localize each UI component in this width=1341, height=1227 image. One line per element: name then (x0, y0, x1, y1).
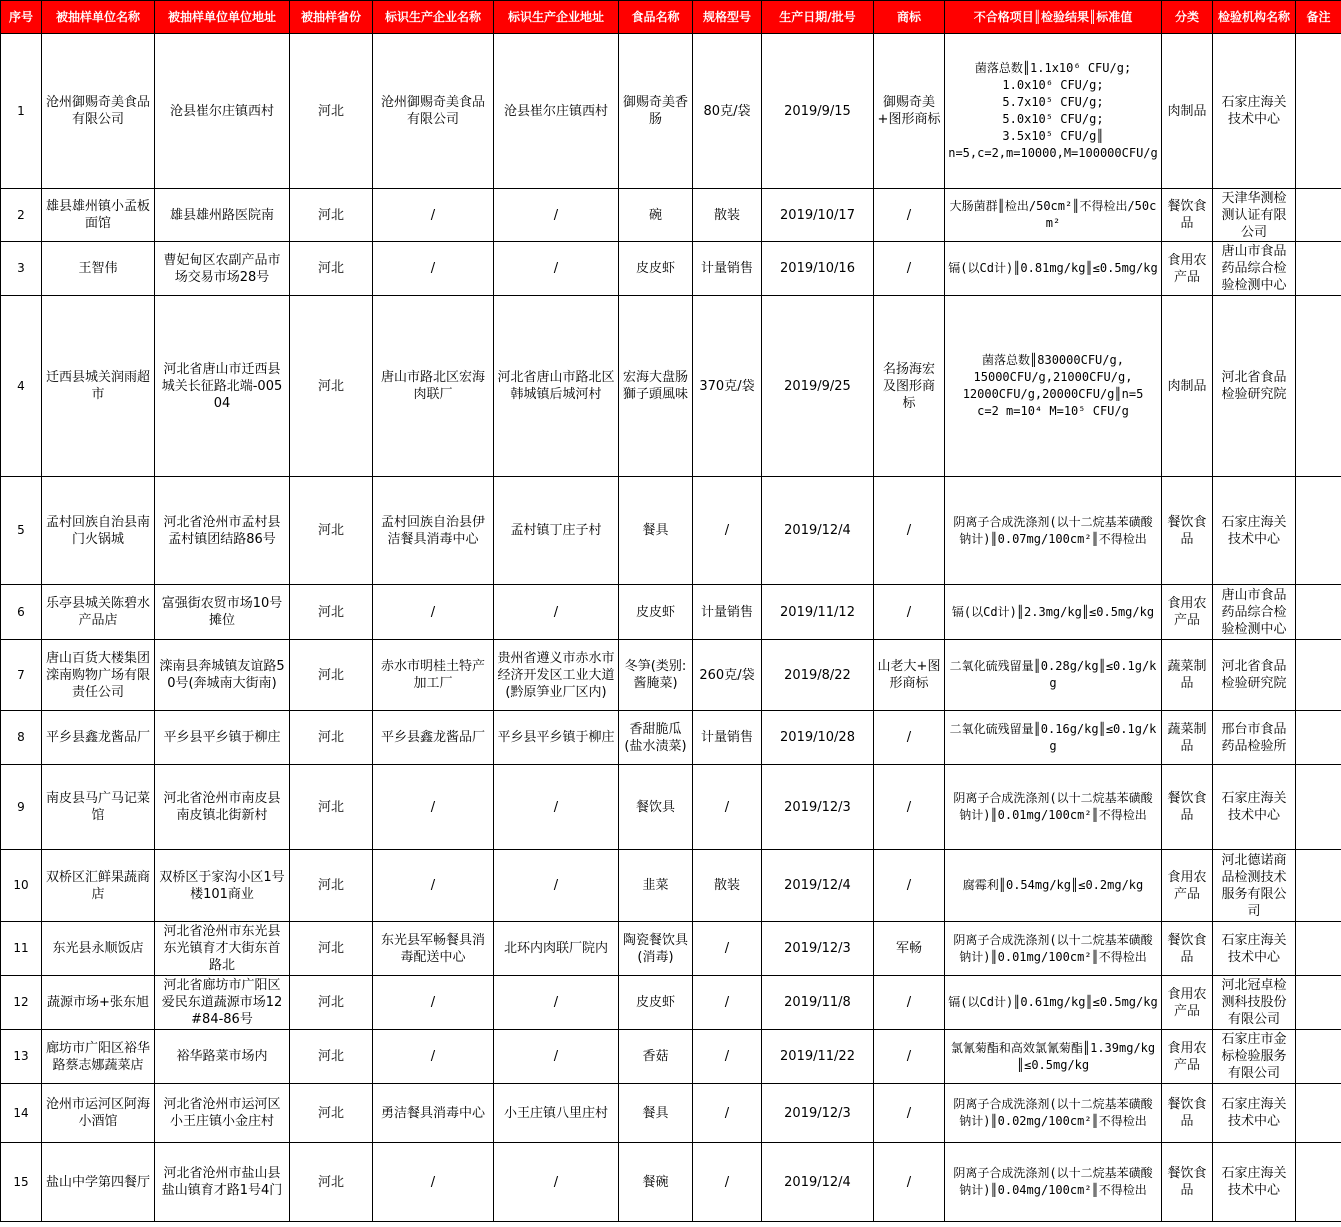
cell-spec: / (693, 1084, 762, 1143)
cell-row-no: 14 (1, 1084, 42, 1143)
cell-remarks (1296, 765, 1341, 850)
cell-spec: 散装 (693, 850, 762, 922)
cell-date-batch: 2019/11/8 (762, 976, 874, 1030)
cell-trademark: 御赐奇美+图形商标 (874, 34, 945, 189)
cell-producer-name: 勇洁餐具消毒中心 (373, 1084, 494, 1143)
cell-unit-address: 沧县崔尔庄镇西村 (155, 34, 290, 189)
cell-row-no: 12 (1, 976, 42, 1030)
cell-date-batch: 2019/12/3 (762, 1084, 874, 1143)
cell-remarks (1296, 34, 1341, 189)
cell-food-name: 御赐奇美香肠 (619, 34, 693, 189)
table-row (1, 242, 1341, 296)
cell-category: 餐饮食品 (1162, 477, 1213, 585)
cell-failed-item-result: 腐霉利║0.54mg/kg║≤0.2mg/kg (945, 850, 1162, 922)
cell-inspection-agency: 唐山市食品药品综合检验检测中心 (1213, 242, 1296, 296)
cell-spec: / (693, 1143, 762, 1222)
table-row (1, 1084, 1341, 1143)
cell-unit-name: 唐山百货大楼集团滦南购物广场有限责任公司 (42, 640, 155, 711)
cell-producer-name: / (373, 765, 494, 850)
cell-unit-name: 南皮县马广马记菜馆 (42, 765, 155, 850)
table-row (1, 585, 1341, 640)
cell-remarks (1296, 585, 1341, 640)
cell-inspection-agency: 石家庄海关技术中心 (1213, 765, 1296, 850)
cell-trademark: / (874, 189, 945, 242)
cell-spec: / (693, 922, 762, 976)
cell-spec: / (693, 1030, 762, 1084)
header-failed-item: 不合格项目║检验结果║标准值 (945, 1, 1162, 34)
cell-spec: 散装 (693, 189, 762, 242)
cell-unit-address: 河北省沧州市南皮县南皮镇北街新村 (155, 765, 290, 850)
table-row (1, 765, 1341, 850)
cell-producer-address: 北环内肉联厂院内 (494, 922, 619, 976)
header-date-batch: 生产日期/批号 (762, 1, 874, 34)
cell-spec: 370克/袋 (693, 296, 762, 477)
cell-unit-address: 河北省沧州市东光县东光镇育才大街东首路北 (155, 922, 290, 976)
cell-remarks (1296, 922, 1341, 976)
header-category: 分类 (1162, 1, 1213, 34)
table-row (1, 976, 1341, 1030)
cell-province: 河北 (290, 1084, 373, 1143)
cell-row-no: 4 (1, 296, 42, 477)
cell-remarks (1296, 242, 1341, 296)
cell-date-batch: 2019/10/17 (762, 189, 874, 242)
cell-unit-address: 雄县雄州路医院南 (155, 189, 290, 242)
cell-inspection-agency: 邢台市食品药品检验所 (1213, 711, 1296, 765)
cell-food-name: 香菇 (619, 1030, 693, 1084)
cell-unit-name: 沧州市运河区阿海小酒馆 (42, 1084, 155, 1143)
cell-province: 河北 (290, 1030, 373, 1084)
cell-category: 蔬菜制品 (1162, 711, 1213, 765)
header-food-name: 食品名称 (619, 1, 693, 34)
cell-trademark: / (874, 242, 945, 296)
cell-province: 河北 (290, 585, 373, 640)
cell-failed-item-result: 阴离子合成洗涤剂(以十二烷基苯磺酸钠计)║0.07mg/100cm²║不得检出 (945, 477, 1162, 585)
cell-producer-address: 河北省唐山市路北区韩城镇后城河村 (494, 296, 619, 477)
cell-food-name: 韭菜 (619, 850, 693, 922)
cell-date-batch: 2019/10/28 (762, 711, 874, 765)
table-body (1, 34, 1341, 1222)
cell-unit-address: 河北省沧州市孟村县孟村镇团结路86号 (155, 477, 290, 585)
cell-producer-name: 平乡县鑫龙酱品厂 (373, 711, 494, 765)
cell-failed-item-result: 阴离子合成洗涤剂(以十二烷基苯磺酸钠计)║0.02mg/100cm²║不得检出 (945, 1084, 1162, 1143)
cell-date-batch: 2019/9/25 (762, 296, 874, 477)
cell-province: 河北 (290, 296, 373, 477)
header-inspection-agency: 检验机构名称 (1213, 1, 1296, 34)
cell-unit-address: 滦南县奔城镇友谊路50号(奔城南大街南) (155, 640, 290, 711)
cell-unit-name: 迁西县城关润雨超市 (42, 296, 155, 477)
cell-trademark: / (874, 976, 945, 1030)
cell-province: 河北 (290, 765, 373, 850)
cell-unit-name: 盐山中学第四餐厅 (42, 1143, 155, 1222)
cell-row-no: 13 (1, 1030, 42, 1084)
cell-date-batch: 2019/10/16 (762, 242, 874, 296)
header-remarks: 备注 (1296, 1, 1341, 34)
cell-category: 餐饮食品 (1162, 922, 1213, 976)
cell-unit-address: 河北省廊坊市广阳区爱民东道蔬源市场12#84-86号 (155, 976, 290, 1030)
cell-trademark: 名扬海宏及图形商标 (874, 296, 945, 477)
cell-province: 河北 (290, 477, 373, 585)
table-row (1, 922, 1341, 976)
cell-remarks (1296, 850, 1341, 922)
cell-food-name: 餐具 (619, 477, 693, 585)
cell-spec: 80克/袋 (693, 34, 762, 189)
cell-row-no: 7 (1, 640, 42, 711)
cell-spec: 计量销售 (693, 711, 762, 765)
cell-inspection-agency: 唐山市食品药品综合检验检测中心 (1213, 585, 1296, 640)
cell-producer-address: / (494, 242, 619, 296)
cell-remarks (1296, 296, 1341, 477)
cell-date-batch: 2019/12/4 (762, 477, 874, 585)
cell-unit-name: 平乡县鑫龙酱品厂 (42, 711, 155, 765)
cell-trademark: 军畅 (874, 922, 945, 976)
cell-category: 蔬菜制品 (1162, 640, 1213, 711)
cell-province: 河北 (290, 850, 373, 922)
cell-unit-name: 东光县永顺饭店 (42, 922, 155, 976)
cell-province: 河北 (290, 1143, 373, 1222)
cell-food-name: 餐具 (619, 1084, 693, 1143)
header-no: 序号 (1, 1, 42, 34)
cell-producer-address: / (494, 1143, 619, 1222)
cell-producer-name: / (373, 976, 494, 1030)
cell-spec: / (693, 976, 762, 1030)
cell-category: 餐饮食品 (1162, 189, 1213, 242)
header-producer-address: 标识生产企业地址 (494, 1, 619, 34)
cell-food-name: 皮皮虾 (619, 585, 693, 640)
cell-row-no: 3 (1, 242, 42, 296)
cell-category: 食用农产品 (1162, 850, 1213, 922)
cell-unit-address: 河北省沧州市盐山县盐山镇育才路1号4门 (155, 1143, 290, 1222)
cell-failed-item-result: 镉(以Cd计)║0.61mg/kg║≤0.5mg/kg (945, 976, 1162, 1030)
cell-producer-address: 小王庄镇八里庄村 (494, 1084, 619, 1143)
cell-producer-name: / (373, 1143, 494, 1222)
cell-failed-item-result: 阴离子合成洗涤剂(以十二烷基苯磺酸钠计)║0.01mg/100cm²║不得检出 (945, 922, 1162, 976)
cell-category: 食用农产品 (1162, 976, 1213, 1030)
cell-unit-address: 裕华路菜市场内 (155, 1030, 290, 1084)
cell-failed-item-result: 二氧化硫残留量║0.16g/kg║≤0.1g/kg (945, 711, 1162, 765)
header-row (1, 1, 1341, 34)
cell-failed-item-result: 氯氰菊酯和高效氯氰菊酯║1.39mg/kg║≤0.5mg/kg (945, 1030, 1162, 1084)
cell-inspection-agency: 石家庄海关技术中心 (1213, 922, 1296, 976)
cell-spec: / (693, 477, 762, 585)
cell-row-no: 2 (1, 189, 42, 242)
table-row (1, 296, 1341, 477)
cell-trademark: / (874, 1084, 945, 1143)
cell-date-batch: 2019/9/15 (762, 34, 874, 189)
cell-unit-name: 雄县雄州镇小孟板面馆 (42, 189, 155, 242)
cell-date-batch: 2019/12/3 (762, 765, 874, 850)
cell-spec: 260克/袋 (693, 640, 762, 711)
cell-unit-address: 河北省唐山市迁西县城关长征路北端-00504 (155, 296, 290, 477)
header-producer-name: 标识生产企业名称 (373, 1, 494, 34)
header-trademark: 商标 (874, 1, 945, 34)
cell-remarks (1296, 976, 1341, 1030)
cell-unit-address: 双桥区于家沟小区1号楼101商业 (155, 850, 290, 922)
cell-unit-name: 双桥区汇鲜果蔬商店 (42, 850, 155, 922)
cell-province: 河北 (290, 640, 373, 711)
cell-inspection-agency: 天津华测检测认证有限公司 (1213, 189, 1296, 242)
cell-date-batch: 2019/12/4 (762, 1143, 874, 1222)
cell-unit-name: 蔬源市场+张东旭 (42, 976, 155, 1030)
cell-date-batch: 2019/11/12 (762, 585, 874, 640)
cell-trademark: / (874, 765, 945, 850)
cell-failed-item-result: 菌落总数║1.1x10⁶ CFU/g; 1.0x10⁶ CFU/g; 5.7x10⁵ CFU/g; 5.0x10⁵ CFU/g; 3.5x10⁵ CFU/g║ n=5,c=2,m=10000,M=100000CFU/g (945, 34, 1162, 189)
cell-remarks (1296, 711, 1341, 765)
table-row (1, 850, 1341, 922)
header-spec: 规格型号 (693, 1, 762, 34)
cell-producer-name: 东光县军畅餐具消毒配送中心 (373, 922, 494, 976)
cell-unit-name: 沧州御赐奇美食品有限公司 (42, 34, 155, 189)
cell-spec: 计量销售 (693, 242, 762, 296)
cell-category: 餐饮食品 (1162, 765, 1213, 850)
cell-failed-item-result: 镉(以Cd计)║0.81mg/kg║≤0.5mg/kg (945, 242, 1162, 296)
table-row (1, 1030, 1341, 1084)
cell-unit-name: 孟村回族自治县南门火锅城 (42, 477, 155, 585)
cell-row-no: 1 (1, 34, 42, 189)
cell-producer-name: / (373, 585, 494, 640)
table-row (1, 477, 1341, 585)
cell-failed-item-result: 阴离子合成洗涤剂(以十二烷基苯磺酸钠计)║0.04mg/100cm²║不得检出 (945, 1143, 1162, 1222)
cell-province: 河北 (290, 976, 373, 1030)
cell-remarks (1296, 1030, 1341, 1084)
cell-producer-address: 孟村镇丁庄子村 (494, 477, 619, 585)
cell-producer-address: / (494, 1030, 619, 1084)
cell-producer-name: / (373, 1030, 494, 1084)
cell-food-name: 餐饮具 (619, 765, 693, 850)
cell-trademark: / (874, 1030, 945, 1084)
cell-province: 河北 (290, 711, 373, 765)
cell-failed-item-result: 镉(以Cd计)║2.3mg/kg║≤0.5mg/kg (945, 585, 1162, 640)
cell-failed-item-result: 大肠菌群║检出/50cm²║不得检出/50cm² (945, 189, 1162, 242)
cell-producer-address: / (494, 850, 619, 922)
cell-failed-item-result: 菌落总数║830000CFU/g, 15000CFU/g,21000CFU/g, 12000CFU/g,20000CFU/g║n=5 c=2 m=10⁴ M=10⁵ CFU/g (945, 296, 1162, 477)
cell-remarks (1296, 1143, 1341, 1222)
cell-remarks (1296, 1084, 1341, 1143)
cell-producer-name: 唐山市路北区宏海肉联厂 (373, 296, 494, 477)
cell-food-name: 宏海大盘肠獅子頭風味 (619, 296, 693, 477)
cell-producer-name: / (373, 850, 494, 922)
cell-remarks (1296, 477, 1341, 585)
cell-inspection-agency: 石家庄市金标检验服务有限公司 (1213, 1030, 1296, 1084)
cell-category: 食用农产品 (1162, 242, 1213, 296)
cell-inspection-agency: 石家庄海关技术中心 (1213, 1084, 1296, 1143)
cell-row-no: 5 (1, 477, 42, 585)
cell-producer-name: / (373, 189, 494, 242)
cell-producer-name: 孟村回族自治县伊洁餐具消毒中心 (373, 477, 494, 585)
table-row (1, 711, 1341, 765)
cell-inspection-agency: 河北冠卓检测科技股份有限公司 (1213, 976, 1296, 1030)
cell-producer-address: / (494, 585, 619, 640)
cell-date-batch: 2019/12/3 (762, 922, 874, 976)
cell-spec: / (693, 765, 762, 850)
table-row (1, 1143, 1341, 1222)
cell-category: 餐饮食品 (1162, 1084, 1213, 1143)
cell-province: 河北 (290, 922, 373, 976)
cell-failed-item-result: 二氧化硫残留量║0.28g/kg║≤0.1g/kg (945, 640, 1162, 711)
cell-inspection-agency: 石家庄海关技术中心 (1213, 477, 1296, 585)
cell-food-name: 皮皮虾 (619, 242, 693, 296)
cell-inspection-agency: 河北德诺商品检测技术服务有限公司 (1213, 850, 1296, 922)
cell-row-no: 6 (1, 585, 42, 640)
cell-province: 河北 (290, 189, 373, 242)
cell-spec: 计量销售 (693, 585, 762, 640)
cell-producer-address: / (494, 976, 619, 1030)
cell-unit-name: 廊坊市广阳区裕华路蔡志娜蔬菜店 (42, 1030, 155, 1084)
cell-province: 河北 (290, 34, 373, 189)
cell-trademark: / (874, 477, 945, 585)
cell-trademark: / (874, 585, 945, 640)
cell-inspection-agency: 河北省食品检验研究院 (1213, 296, 1296, 477)
cell-trademark: 山老大+图形商标 (874, 640, 945, 711)
cell-inspection-agency: 河北省食品检验研究院 (1213, 640, 1296, 711)
cell-unit-name: 乐亭县城关陈碧水产品店 (42, 585, 155, 640)
cell-category: 食用农产品 (1162, 1030, 1213, 1084)
cell-producer-address: 平乡县平乡镇于柳庄 (494, 711, 619, 765)
table-row (1, 640, 1341, 711)
cell-inspection-agency: 石家庄海关技术中心 (1213, 34, 1296, 189)
cell-unit-address: 河北省沧州市运河区小王庄镇小金庄村 (155, 1084, 290, 1143)
cell-producer-address: 贵州省遵义市赤水市经济开发区工业大道(黔原笋业厂区内) (494, 640, 619, 711)
cell-remarks (1296, 640, 1341, 711)
cell-row-no: 11 (1, 922, 42, 976)
cell-unit-address: 富强街农贸市场10号摊位 (155, 585, 290, 640)
cell-row-no: 9 (1, 765, 42, 850)
cell-trademark: / (874, 1143, 945, 1222)
header-province: 被抽样省份 (290, 1, 373, 34)
cell-food-name: 皮皮虾 (619, 976, 693, 1030)
cell-unit-address: 曹妃甸区农副产品市场交易市场28号 (155, 242, 290, 296)
cell-province: 河北 (290, 242, 373, 296)
cell-producer-name: 赤水市明桂土特产加工厂 (373, 640, 494, 711)
cell-food-name: 陶瓷餐饮具(消毒) (619, 922, 693, 976)
cell-category: 肉制品 (1162, 34, 1213, 189)
header-unit-name: 被抽样单位名称 (42, 1, 155, 34)
cell-unit-address: 平乡县平乡镇于柳庄 (155, 711, 290, 765)
cell-producer-name: 沧州御赐奇美食品有限公司 (373, 34, 494, 189)
cell-food-name: 餐碗 (619, 1143, 693, 1222)
cell-date-batch: 2019/8/22 (762, 640, 874, 711)
cell-row-no: 15 (1, 1143, 42, 1222)
cell-row-no: 8 (1, 711, 42, 765)
cell-food-name: 香甜脆瓜(盐水渍菜) (619, 711, 693, 765)
cell-date-batch: 2019/11/22 (762, 1030, 874, 1084)
table-row (1, 189, 1341, 242)
cell-food-name: 冬笋(类别:酱腌菜) (619, 640, 693, 711)
cell-unit-name: 王智伟 (42, 242, 155, 296)
cell-producer-address: / (494, 189, 619, 242)
cell-category: 餐饮食品 (1162, 1143, 1213, 1222)
cell-failed-item-result: 阴离子合成洗涤剂(以十二烷基苯磺酸钠计)║0.01mg/100cm²║不得检出 (945, 765, 1162, 850)
cell-category: 肉制品 (1162, 296, 1213, 477)
cell-row-no: 10 (1, 850, 42, 922)
cell-date-batch: 2019/12/4 (762, 850, 874, 922)
header-unit-address: 被抽样单位单位地址 (155, 1, 290, 34)
cell-food-name: 碗 (619, 189, 693, 242)
table-row (1, 34, 1341, 189)
cell-inspection-agency: 石家庄海关技术中心 (1213, 1143, 1296, 1222)
cell-remarks (1296, 189, 1341, 242)
cell-producer-address: 沧县崔尔庄镇西村 (494, 34, 619, 189)
cell-category: 食用农产品 (1162, 585, 1213, 640)
cell-trademark: / (874, 711, 945, 765)
cell-producer-name: / (373, 242, 494, 296)
cell-trademark: / (874, 850, 945, 922)
cell-producer-address: / (494, 765, 619, 850)
